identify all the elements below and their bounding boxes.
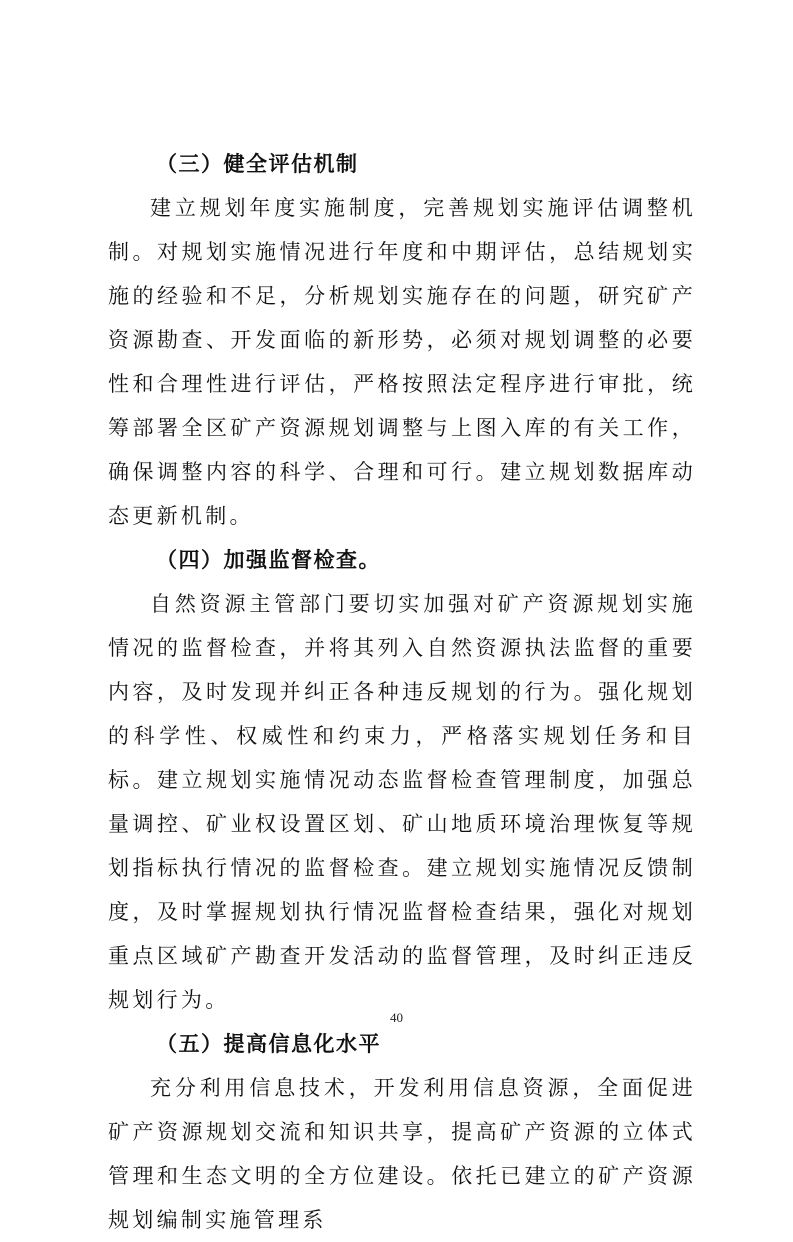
section-heading-3: （三）健全评估机制 [156,151,359,176]
section-heading-4: （四）加强监督检查。 [156,547,381,572]
section-paragraph-3: 建立规划年度实施制度，完善规划实施评估调整机制。对规划实施情况进行年度和中期评估，总结规划实施的经验和不足，分析规划实施存在的问题，研究矿产资源勘查、开发面临的新形势，必须对规划调整的必要性和合理性进行评估，严格按照法定程序进行审批，统筹部署全区矿产资源规划调整与上图入库的有关工作，确保调整内容的科学、合理和可行。建立规划数据库动态更新机制。 [108,196,696,528]
page-body [108,142,696,1242]
section-heading-5: （五）提高信息化水平 [156,1031,381,1056]
section-paragraph-5: 充分利用信息技术，开发利用信息资源，全面促进矿产资源规划交流和知识共享，提高矿产资源的立体式管理和生态文明的全方位建设。依托已建立的矿产资源规划编制实施管理系 [108,1076,696,1232]
section-paragraph-4: 自然资源主管部门要切实加强对矿产资源规划实施情况的监督检查，并将其列入自然资源执法监督的重要内容，及时发现并纠正各种违反规划的行为。强化规划的科学性、权威性和约束力，严格落实规划任务和目标。建立规划实施情况动态监督检查管理制度，加强总量调控、矿业权设置区划、矿山地质环境治理恢复等规划指标执行情况的监督检查。建立规划实施情况反馈制度，及时掌握规划执行情况监督检查结果，强化对规划重点区域矿产勘查开发活动的监督管理，及时纠正违反规划行为。 [108,592,696,1012]
page-number: 40 [390,1010,403,1025]
